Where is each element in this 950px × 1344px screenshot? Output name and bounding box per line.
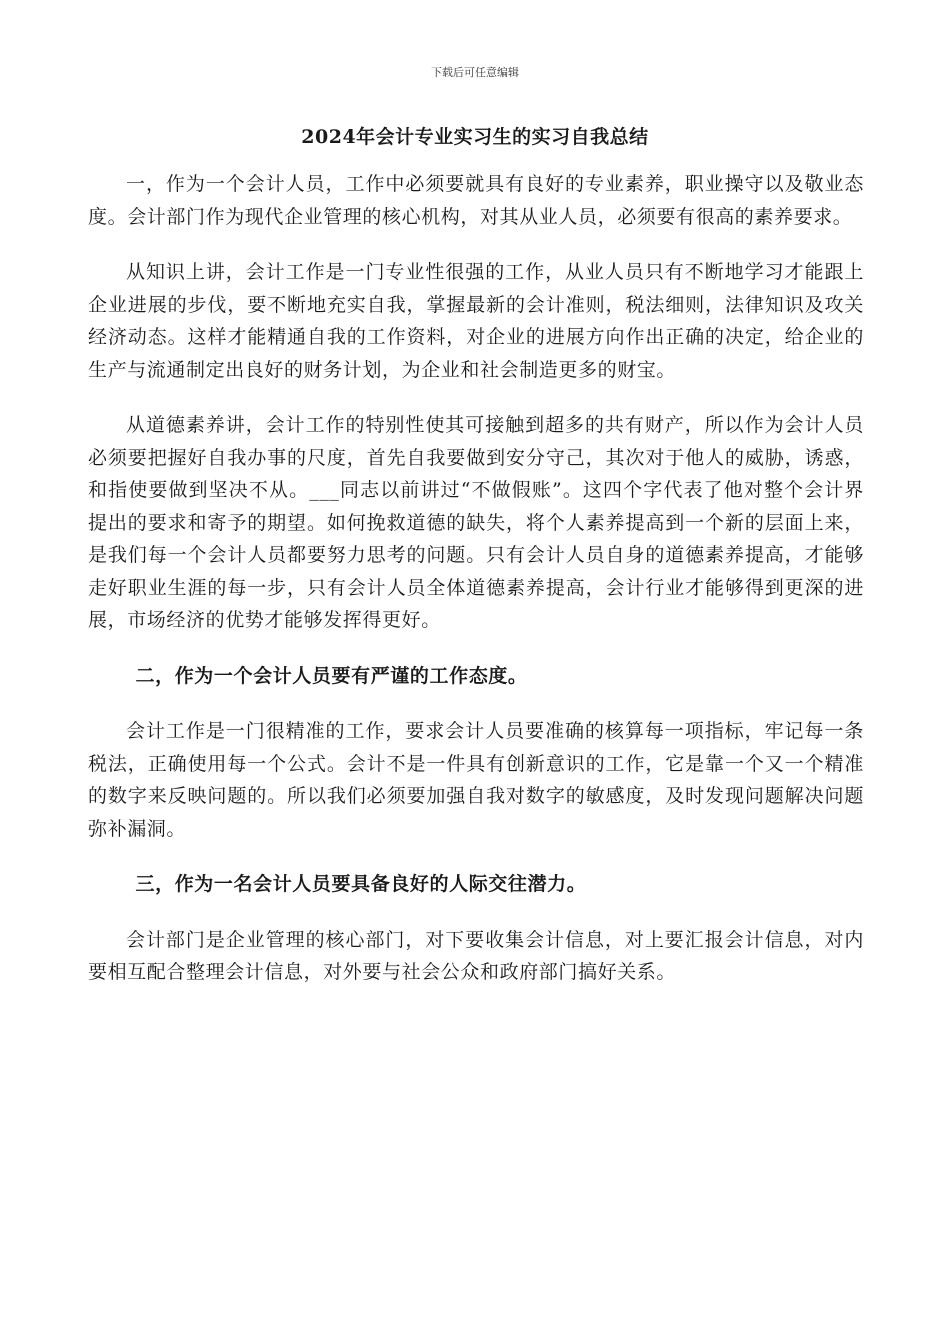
section-heading-rigorous-attitude: 二，作为一个会计人员要有严谨的工作态度。 xyxy=(135,664,528,687)
document-body xyxy=(88,168,864,1012)
paragraph-ethics: 从道德素养讲，会计工作的特别性使其可接触到超多的共有财产，所以作为会计人员必须要把握好自我办事的尺度，首先自我要做到安分守己，其次对于他人的威胁，诱惑，和指使要做到坚决不从。___同志以前讲过“不做假账”。这四个字代表了他对整个会计界提出的要求和寄予的期望。如何挽救道德的缺失，将个人素养提高到一个新的层面上来，是我们每一个会计人员都要努力思考的问题。只有会计人员自身的道德素养提高，才能够走好职业生涯的每一步，只有会计人员全体道德素养提高，会计行业才能够得到更深的进展，市场经济的优势才能够发挥得更好。 xyxy=(88,414,864,631)
paragraph-intro-professionalism: 一，作为一个会计人员，工作中必须要就具有良好的专业素养，职业操守以及敬业态度。会计部门作为现代企业管理的核心机构，对其从业人员，必须要有很高的素养要求。 xyxy=(88,173,864,228)
paragraph-communication: 会计部门是企业管理的核心部门，对下要收集会计信息，对上要汇报会计信息，对内要相互配合整理会计信息，对外要与社会公众和政府部门搞好关系。 xyxy=(88,928,864,983)
header-note: 下载后可任意编辑 xyxy=(431,66,519,79)
paragraph-knowledge: 从知识上讲，会计工作是一门专业性很强的工作，从业人员只有不断地学习才能跟上企业进展的步伐，要不断地充实自我，掌握最新的会计准则，税法细则，法律知识及攻关经济动态。这样才能精通自我的工作资料，对企业的进展方向作出正确的决定，给企业的生产与流通制定出良好的财务计划，为企业和社会制造更多的财宝。 xyxy=(88,261,864,381)
paragraph-precision: 会计工作是一门很精准的工作，要求会计人员要准确的核算每一项指标，牢记每一条税法，正确使用每一个公式。会计不是一件具有创新意识的工作，它是靠一个又一个精准的数字来反映问题的。所以我们必须要加强自我对数字的敏感度，及时发现问题解决问题弥补漏洞。 xyxy=(88,720,864,840)
section-heading-interpersonal-skills: 三，作为一名会计人员要具备良好的人际交往潜力。 xyxy=(135,873,587,895)
document-title: 2024年会计专业实习生的实习自我总结 xyxy=(301,126,649,148)
